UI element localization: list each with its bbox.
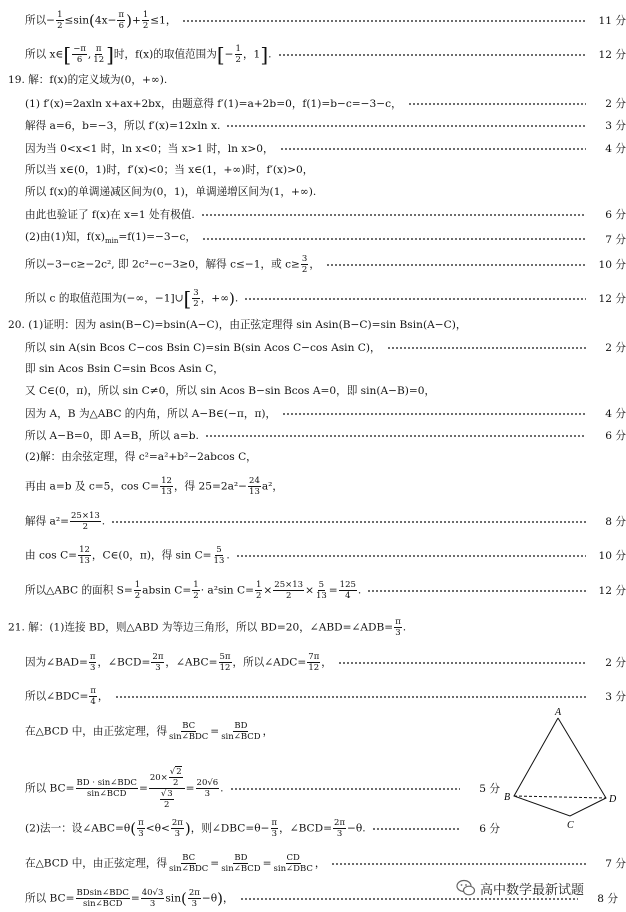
fraction: $\frac{2\pi}{3}$ — [152, 652, 164, 673]
question-20-header — [0, 318, 626, 332]
leader-dots — [282, 413, 586, 415]
solution-line — [0, 141, 626, 156]
text: 4x− — [94, 14, 117, 27]
text: 所以− — [25, 14, 56, 27]
leader-dots — [236, 555, 586, 557]
text: 所以∠BDC= $\frac{\pi}{4}$ ， — [25, 686, 109, 707]
fraction: $\frac{12}{13}$ — [79, 545, 90, 566]
leader-dots — [280, 148, 586, 150]
text: (2)解：由余弦定理，得 c²=a²+b²−2abcos C， — [25, 451, 257, 463]
score-label: 11 分 — [598, 15, 626, 27]
score-label: 2 分 — [605, 342, 626, 354]
text: 所以 BC= $\frac{\text{BD · sin∠BDC}}{\text{sin∠BCD}}$ = 20× $\frac{√2}{2}$ $\frac{√3}{2}$ = $\frac{20√6}{3}$ . — [25, 767, 224, 810]
leader-dots — [387, 347, 586, 349]
fraction: $\frac{CD}{\text{sin∠DBC}}$ — [273, 853, 313, 874]
score-label: 8 分 — [597, 893, 618, 905]
leader-dots — [201, 214, 586, 216]
watermark — [456, 878, 624, 898]
fraction: $\frac{\pi}{4}$ — [90, 686, 96, 707]
solution-line — [0, 450, 626, 464]
text: 所以 c 的取值范围为(−∞，−1]∪[ $\frac{3}{2}$ ，+∞). — [25, 286, 239, 311]
text: 所以 f(x)的单调递减区间为(0，1)，单调递增区间为(1，+∞). — [25, 186, 317, 198]
fraction: $\frac{\pi}{6}$ — [118, 10, 125, 31]
fraction: $\frac{BD}{\text{sin∠BCD}}$ — [221, 721, 261, 742]
solution-line — [0, 384, 626, 398]
text: 21. 解：(1)连接 BD，则△ABD 为等边三角形，所以 BD=20，∠ABD=∠ADB= $\frac{\pi}{3}$ . — [8, 617, 407, 638]
score-label: 5 分 — [479, 783, 500, 795]
solution-line — [0, 428, 626, 443]
score-label: 7 分 — [605, 233, 626, 246]
text: 所以 BC= $\frac{\text{BDsin∠BDC}}{\text{sin∠BCD}}$ = $\frac{40√3}{3}$ sin( $\frac{2\pi}{3}$ −θ)， — [25, 888, 234, 909]
fraction: $\frac{5}{13}$ — [315, 580, 327, 601]
fraction: $\frac{25\times 13}{2}$ — [71, 511, 100, 532]
solution-line — [0, 185, 626, 199]
text: ≤1， — [150, 14, 177, 27]
fraction: $\frac{2\pi}{3}$ — [188, 888, 200, 909]
watermark-text: 高中数学最新试题 — [480, 882, 585, 898]
solution-line — [0, 511, 626, 532]
fraction: $\frac{2\pi}{3}$ — [334, 818, 346, 839]
leader-dots — [115, 696, 586, 698]
fraction: $\frac{√2}{2}$ — [169, 767, 182, 788]
text: 由此也验证了 f(x)在 x=1 处有极值. — [25, 208, 195, 221]
score-label: 3 分 — [605, 691, 626, 703]
text: 又 C∈(0，π)，所以 sin C≠0，所以 sin Acos B−sin Bcos A=0，即 sin(A−B)=0， — [25, 385, 436, 397]
text: 在△BCD 中，由正弦定理，得 $\frac{BC}{\text{sin∠BDC}}$ = $\frac{BD}{\text{sin∠BCD}}$ = $\frac{CD}{\text{sin∠DBC}}$ ， — [25, 853, 326, 874]
text: 解得 a²= $\frac{25\times 13}{2}$ . — [25, 511, 106, 532]
fraction: $\frac{1}{2}$ — [193, 580, 199, 601]
fraction: $\frac{\pi}{3}$ — [138, 818, 144, 839]
score-label: 2 分 — [605, 657, 626, 669]
score-label: 8 分 — [605, 516, 626, 528]
text: 因为当 0<x<1 时，ln x<0；当 x>1 时，ln x>0， — [25, 142, 274, 155]
leader-dots — [331, 863, 586, 865]
fraction: $\frac{1}{2}$ — [134, 580, 141, 601]
text: 所以−3−c≥−2c², 即 2c²−c−3≥0，解得 c≤−1，或 c≥ $\frac{3}{2}$ ， — [25, 254, 320, 275]
fraction: $\frac{\pi}{3}$ — [395, 617, 401, 638]
solution-line — [0, 254, 626, 275]
solution-line — [0, 44, 626, 65]
score-label: 2 分 — [605, 98, 626, 110]
leader-dots — [278, 54, 587, 56]
leader-dots — [244, 298, 586, 300]
fraction: $\frac{BC}{\text{sin∠BDC}}$ — [169, 853, 209, 874]
text: 因为∠BAD= $\frac{\pi}{3}$ ，∠BCD= $\frac{2\pi}{3}$ ，∠ABC= $\frac{5\pi}{12}$ ，所以∠ADC= $\frac{7\pi}{12}$ ， — [25, 652, 332, 673]
score-label: 4 分 — [605, 143, 626, 155]
fraction: $\frac{5\pi}{12}$ — [219, 652, 231, 673]
fraction: $\frac{20√6}{3}$ — [196, 778, 219, 799]
solution-line — [0, 686, 626, 707]
fraction: $\frac{3}{2}$ — [193, 288, 199, 309]
solution-line — [0, 853, 626, 874]
score-label: 3 分 — [605, 120, 626, 132]
score-label: 12 分 — [598, 49, 626, 61]
score-label: 7 分 — [605, 858, 626, 870]
fraction: $\frac{1}{2}$ — [57, 10, 63, 31]
fraction: $\frac{24}{13}$ — [249, 476, 260, 497]
figure-diagonal-bd — [514, 796, 606, 798]
fraction: $\frac{7\pi}{12}$ — [308, 652, 320, 673]
text: 由 cos C= $\frac{12}{13}$ ，C∈(0，π)，得 sin C= $\frac{5}{13}$ . — [25, 545, 230, 566]
score-label: 10 分 — [598, 259, 626, 271]
fraction: $\frac{BD}{\text{sin∠BCD}}$ — [221, 853, 261, 874]
solution-line — [0, 476, 626, 497]
solution-line — [0, 652, 626, 673]
text: 所以− $\frac{1}{2}$ ≤sin(4x− $\frac{\pi}{6}$ )+ $\frac{1}{2}$ ≤1， — [25, 10, 177, 31]
leader-dots — [367, 590, 586, 592]
figure-label-b: B — [504, 792, 511, 803]
leader-dots — [408, 103, 586, 105]
solution-line — [0, 118, 626, 133]
text: 在△BCD 中，由正弦定理，得 $\frac{BC}{\text{sin∠BDC}}$ = $\frac{BD}{\text{sin∠BCD}}$ ， — [25, 721, 274, 742]
fraction: $\frac{25\times 13}{2}$ — [274, 580, 304, 601]
score-label: 12 分 — [598, 585, 626, 597]
fraction: $\frac{\pi}{3}$ — [271, 818, 278, 839]
text: 再由 a=b 及 c=5，cos C= $\frac{12}{13}$ ，得 25=2a²− $\frac{24}{13}$ a²， — [25, 476, 284, 497]
solution-line — [0, 163, 626, 177]
solution-line — [0, 767, 500, 810]
quadrilateral-figure — [500, 706, 624, 830]
score-label: 12 分 — [598, 293, 626, 305]
fraction: $\frac{1}{2}$ — [255, 580, 262, 601]
leader-dots — [230, 788, 460, 790]
solution-line — [0, 818, 500, 839]
solution-line — [0, 340, 626, 355]
text: 因为 A，B 为△ABC 的内角，所以 A−B∈(−π，π)， — [25, 407, 277, 420]
fraction: $\frac{125}{4}$ — [339, 580, 356, 601]
text: 所以当 x∈(0，1)时，f′(x)<0；当 x∈(1，+∞)时，f′(x)>0， — [25, 164, 314, 176]
leader-dots — [338, 662, 586, 664]
text: 所以△ABC 的面积 S= $\frac{1}{2}$ absin C= $\frac{1}{2}$ · a²sin C= $\frac{1}{2}$ × $\frac{25\times 13}{2}$ × $\frac{5}{13}$ = $\frac{125}{4}$ . — [25, 580, 362, 601]
fraction: $\frac{\pi}{12}$ — [93, 44, 105, 65]
text: 20. (1)证明：因为 asin(B−C)=bsin(A−C)，由正弦定理得 sin Asin(B−C)=sin Bsin(A−C)， — [8, 319, 467, 331]
figure-label-a: A — [555, 707, 562, 718]
figure-label-d: D — [609, 794, 617, 805]
text: 所以 A−B=0，即 A=B，所以 a=b. — [25, 429, 199, 442]
solution-line — [0, 230, 626, 248]
text: ≤sin — [64, 14, 90, 27]
nested-fraction: 20× $\frac{√2}{2}$ $\frac{√3}{2}$ — [149, 767, 185, 810]
leader-dots — [205, 435, 586, 437]
fraction: $\frac{\text{BDsin∠BDC}}{\text{sin∠BCD}}$ — [76, 888, 129, 909]
leader-dots — [182, 20, 586, 22]
score-label: 6 分 — [479, 823, 500, 835]
fraction: $\frac{BC}{\text{sin∠BDC}}$ — [169, 721, 209, 742]
leader-dots — [326, 264, 586, 266]
text: (2)由(1)知，$f(x)_{min}=f(1)=-3-c$， — [25, 231, 197, 245]
solution-line — [0, 288, 626, 309]
fraction: $\frac{3}{2}$ — [301, 254, 308, 275]
question-21-header — [0, 617, 626, 638]
leader-dots — [202, 238, 586, 240]
solution-line — [0, 545, 626, 566]
leader-dots — [226, 125, 586, 127]
score-label: 6 分 — [605, 430, 626, 442]
text: + — [131, 14, 141, 27]
text: 19. 解：f(x)的定义域为(0，+∞). — [8, 74, 168, 86]
fraction: $\frac{1}{2}$ — [142, 10, 149, 31]
leader-dots — [372, 828, 460, 830]
text: (1) f′(x)=2axln x+ax+2bx，由题意得 f′(1)=a+2b=0，f(1)=b−c=−3−c， — [25, 97, 402, 110]
score-label: 10 分 — [598, 550, 626, 562]
solution-line — [0, 207, 626, 222]
fraction: $\frac{√3}{2}$ — [160, 789, 173, 810]
fraction: $\frac{-\pi}{6}$ — [73, 44, 86, 65]
text: (2)法一：设∠ABC=θ( $\frac{\pi}{3}$ <θ< $\frac{2\pi}{3}$ )，则∠DBC=θ− $\frac{\pi}{3}$ ，∠BCD= $\frac{2\pi}{3}$ −θ. — [25, 818, 366, 839]
solution-line — [0, 580, 626, 601]
fraction: $\frac{12}{13}$ — [161, 476, 172, 497]
solution-line — [0, 406, 626, 421]
leader-dots — [111, 521, 586, 523]
fraction: $\frac{\pi}{3}$ — [89, 652, 96, 673]
figure-label-c: C — [567, 820, 574, 830]
fraction: $\frac{1}{2}$ — [235, 44, 241, 65]
text: 解得 a=6，b=−3，所以 f′(x)=12xln x. — [25, 119, 221, 132]
fraction: $\frac{2\pi}{3}$ — [171, 818, 183, 839]
solution-line — [0, 10, 626, 31]
fraction: $\frac{\text{BD · sin∠BDC}}{\text{sin∠BCD}}$ — [76, 778, 137, 799]
fraction: $\frac{40√3}{3}$ — [141, 888, 164, 909]
text: 所以 x∈[ $\frac{-\pi}{6}$ , $\frac{\pi}{12}$ ]时，f(x)的取值范围为[− $\frac{1}{2}$ ，1]. — [25, 42, 272, 67]
text: 即 sin Acos Bsin C=sin Bcos Asin C， — [25, 363, 224, 375]
fraction: $\frac{5}{13}$ — [213, 545, 225, 566]
text: 所以 sin A(sin Bcos C−cos Bsin C)=sin B(sin Acos C−cos Asin C)， — [25, 341, 381, 354]
solution-line — [0, 362, 626, 376]
solution-line — [0, 96, 626, 111]
score-label: 4 分 — [605, 408, 626, 420]
wechat-icon — [456, 878, 476, 898]
score-label: 6 分 — [605, 209, 626, 221]
question-19-header — [0, 73, 626, 87]
figure-outline — [514, 718, 606, 816]
